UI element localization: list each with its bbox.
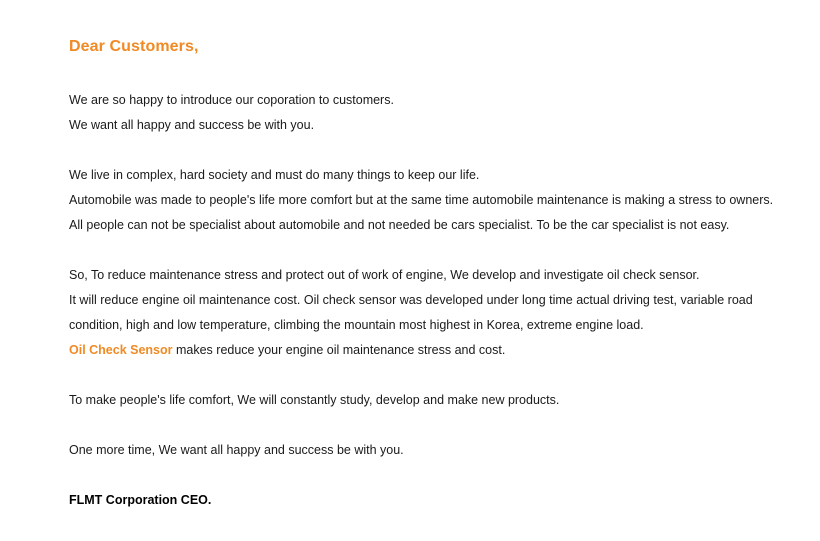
paragraph-closing xyxy=(69,438,758,463)
paragraph-line: condition, high and low temperature, climbing the mountain most highest in Korea, extreme engine load. xyxy=(69,318,644,332)
paragraph-intro xyxy=(69,88,758,138)
spacer xyxy=(69,238,758,263)
spacer xyxy=(69,413,758,438)
product-name: Oil Check Sensor xyxy=(69,343,173,357)
spacer xyxy=(69,363,758,388)
paragraph-product xyxy=(69,263,758,363)
product-highlight-line xyxy=(69,338,758,363)
spacer xyxy=(69,58,758,88)
paragraph-line: We want all happy and success be with you. xyxy=(69,118,315,132)
paragraph-context xyxy=(69,163,774,238)
paragraph-line: It will reduce engine oil maintenance cost. Oil check sensor was developed under long time actual driving test, variable road xyxy=(69,293,753,307)
paragraph-mission xyxy=(69,388,758,413)
paragraph-line: Automobile was made to people's life more comfort but at the same time automobile maintenance is making a stress to owners. xyxy=(69,193,774,207)
page-title: Dear Customers, xyxy=(69,38,199,55)
paragraph-line: To make people's life comfort, We will constantly study, develop and make new products. xyxy=(69,393,560,407)
paragraph-line: We live in complex, hard society and must do many things to keep our life. xyxy=(69,168,480,182)
spacer xyxy=(69,463,758,488)
product-highlight-rest: makes reduce your engine oil maintenance stress and cost. xyxy=(172,343,506,357)
paragraph-line: All people can not be specialist about automobile and not needed be cars specialist. To be the car specialist is not easy. xyxy=(69,218,730,232)
signature: FLMT Corporation CEO. xyxy=(69,493,212,507)
paragraph-line: So, To reduce maintenance stress and protect out of work of engine, We develop and investigate oil check sensor. xyxy=(69,268,700,282)
paragraph-line: One more time, We want all happy and success be with you. xyxy=(69,443,404,457)
paragraph-line: We are so happy to introduce our coporation to customers. xyxy=(69,93,394,107)
spacer xyxy=(69,138,758,163)
